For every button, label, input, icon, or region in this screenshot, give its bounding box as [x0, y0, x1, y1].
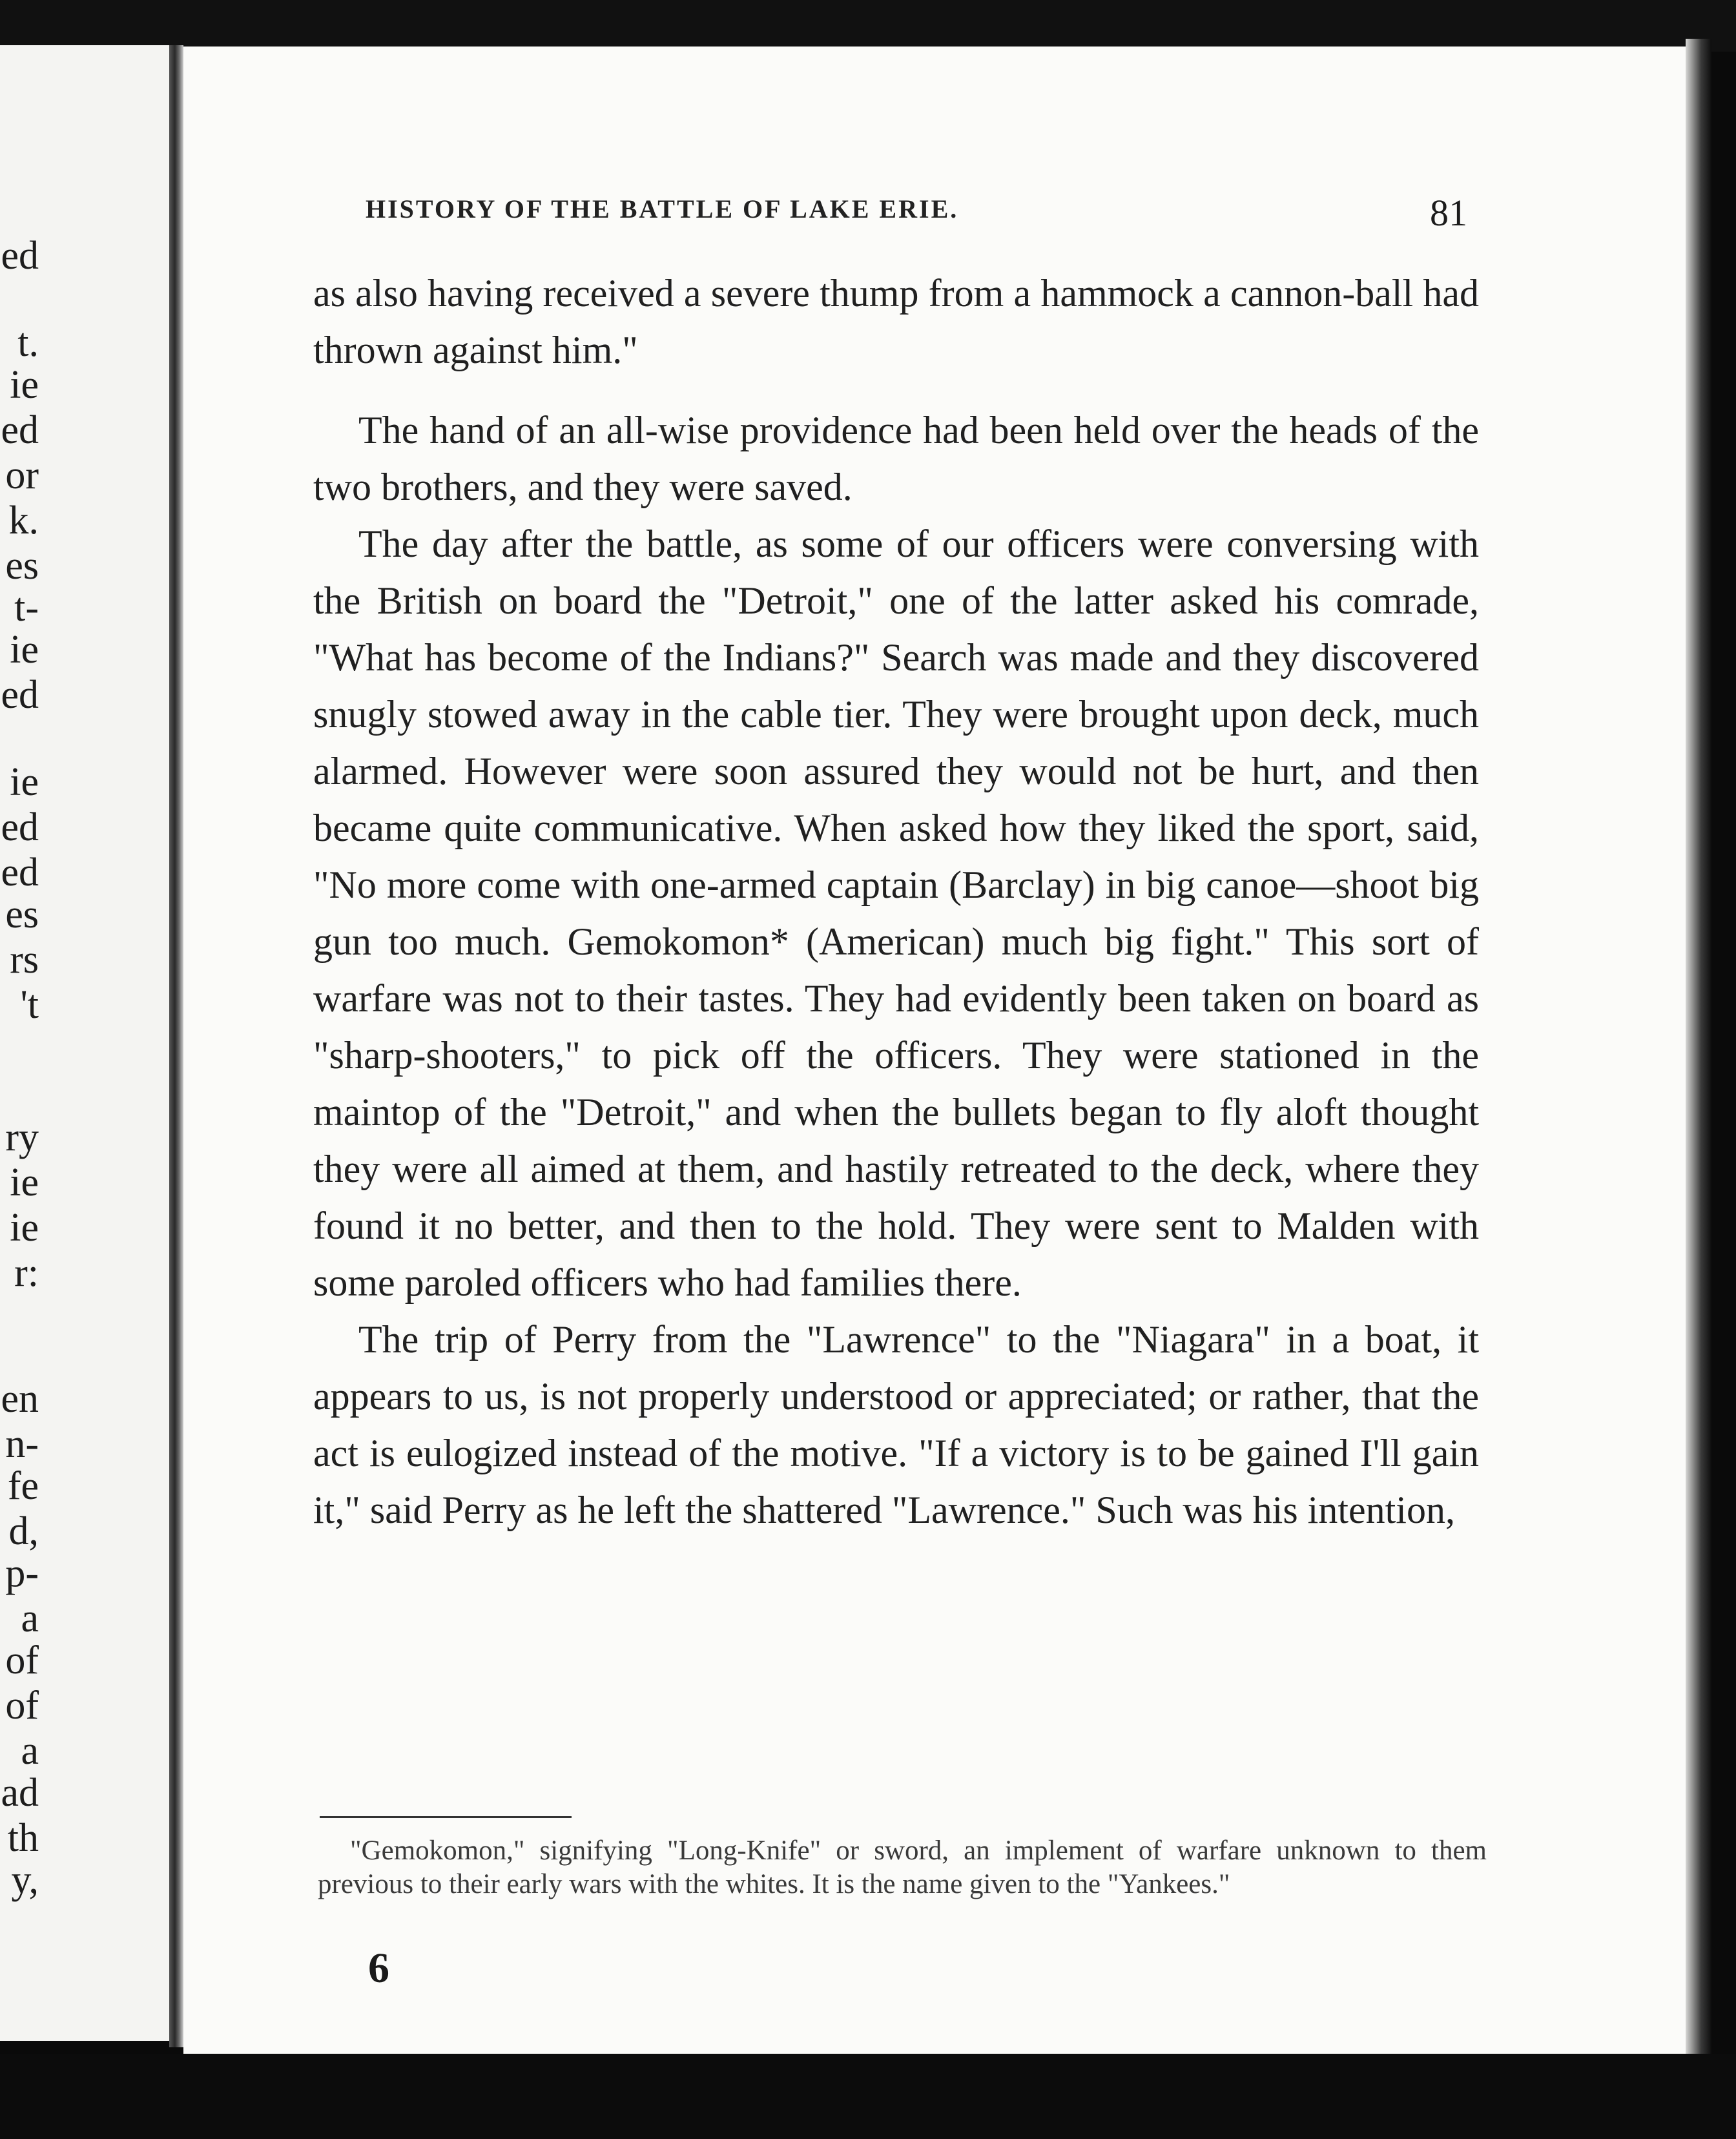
facing-page-strip — [0, 45, 174, 2041]
scan-bottom-edge — [0, 2054, 1736, 2139]
facing-page-fragment: of — [5, 1684, 39, 1728]
footnote-rule — [320, 1816, 572, 1818]
facing-page-fragment: ie — [10, 1161, 39, 1204]
facing-page-fragment: ed — [1, 805, 39, 849]
facing-page-fragment: fe — [7, 1464, 39, 1508]
facing-page-fragment: ed — [1, 673, 39, 717]
facing-page-fragment: of — [5, 1638, 39, 1682]
facing-page-fragment: en — [1, 1377, 39, 1421]
body-text — [313, 265, 1479, 1538]
facing-page-fragment: ed — [1, 851, 39, 894]
facing-page-fragment: es — [5, 893, 39, 936]
facing-page-fragment: ry — [5, 1115, 39, 1159]
facing-page-fragment: ie — [10, 628, 39, 672]
page-number: 81 — [1430, 192, 1467, 234]
facing-page-fragment: a — [21, 1729, 39, 1773]
facing-page-fragment: ed — [1, 234, 39, 278]
facing-page-fragment: ed — [1, 408, 39, 452]
facing-page-fragment: t- — [14, 586, 39, 630]
running-head: HISTORY OF THE BATTLE OF LAKE ERIE. — [366, 194, 959, 223]
paragraph-4: The trip of Perry from the "Lawrence" to the "Niagara" in a boat, it appears to us, is not properly understood or appreciated; or rather, that the act is eulogized instead of the motive. "If a victory is to be gained I'll gain it," said Perry as he left the shattered "Lawrence." Such was his intention, — [313, 1318, 1479, 1531]
footnote: "Gemokomon," signifying "Long-Knife" or sword, an implement of warfare unknown to them previous to their early wars with the whites. It is the name given to the "Yankees." — [318, 1835, 1487, 1899]
facing-page-fragment: th — [7, 1816, 39, 1860]
facing-page-fragment: es — [5, 544, 39, 588]
facing-page-fragment: ie — [10, 1206, 39, 1250]
facing-page-fragment: y, — [11, 1858, 39, 1902]
paragraph-2: The hand of an all-wise providence had been held over the heads of the two brothers, and they were saved. — [313, 409, 1479, 508]
paragraph-1: as also having received a severe thump from a hammock a cannon-ball had thrown against him." — [313, 272, 1479, 371]
page-right-edge — [1686, 39, 1711, 2073]
facing-page-fragment: rs — [10, 938, 39, 982]
facing-page-fragment: ie — [10, 363, 39, 407]
facing-page-fragment: or — [5, 453, 39, 497]
facing-page-fragment: a — [21, 1596, 39, 1640]
facing-page-fragment: k. — [8, 499, 39, 542]
book-gutter — [169, 45, 183, 2047]
facing-page-fragment: ad — [1, 1771, 39, 1815]
facing-page-fragment: n- — [5, 1422, 39, 1466]
facing-page-fragment: p- — [5, 1551, 39, 1595]
facing-page-fragment: r: — [14, 1251, 39, 1295]
facing-page-fragment: t. — [17, 321, 39, 365]
facing-page-fragment: 't — [20, 983, 39, 1027]
facing-page-fragment: ie — [10, 760, 39, 804]
signature-mark: 6 — [368, 1945, 389, 1992]
scan-top-edge — [0, 0, 1736, 52]
facing-page-fragment: d, — [8, 1509, 39, 1553]
paragraph-3: The day after the battle, as some of our officers were conversing with the British on board the "Detroit," one of the latter asked his comrade, "What has become of the Indians?" Search was made and they discovered snugly stowed away in the cable tier. They were brought upon deck, much alarmed. However were soon assured they would not be hurt, and then became quite communicative. When asked how they liked the sport, said, "No more come with one-armed captain (Barclay) in big canoe—shoot big gun too much. Gemokomon* (American) much big fight." This sort of warfare was not to their tastes. They had evidently been taken on board as "sharp-shooters," to pick off the officers. They were stationed in the maintop of the "Detroit," and when the bullets began to fly aloft thought they were all aimed at them, and hastily retreated to the deck, where they found it no better, and then to the hold. They were sent to Malden with some paroled officers who had families there. — [313, 522, 1479, 1304]
